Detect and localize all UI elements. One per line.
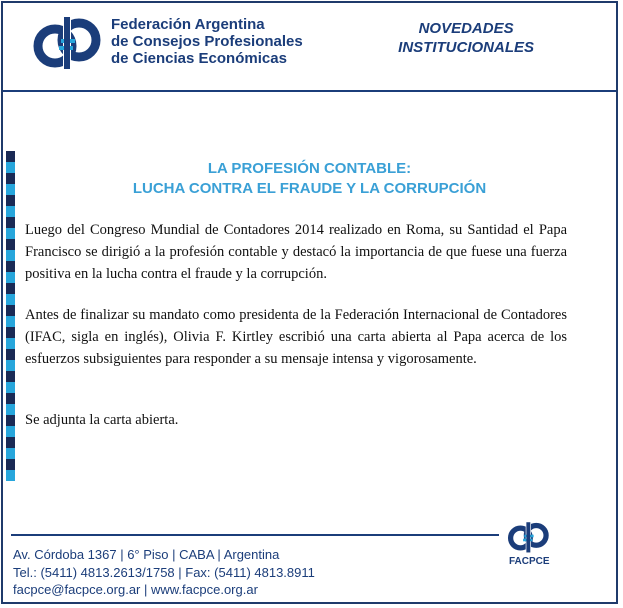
article-title-line1: LA PROFESIÓN CONTABLE: (207, 160, 412, 177)
article-paragraph-1: Luego del Congreso Mundial de Contadores 2014 realizado en Roma, su Santidad el Papa Francisco se dirigió a la profesión contable y destacó la importancia de que fuese una fuerza positiva en la lucha contra el fraude y la corrupción. (25, 222, 567, 282)
footer-brand: FACPCE (509, 556, 550, 567)
footer-address: Av. Córdoba 1367 | 6° Piso | CABA | Argentina (13, 547, 280, 562)
article-paragraph-3: Se adjunta la carta abierta. (25, 412, 179, 428)
facpce-footer-logo-icon (506, 515, 552, 561)
document-frame (1, 1, 618, 604)
footer-contact-links[interactable]: facpce@facpce.org.ar | www.facpce.org.ar (13, 582, 258, 597)
header-divider (3, 90, 616, 92)
header (3, 3, 616, 93)
article-paragraph-2: Antes de finalizar su mandato como presidenta de la Federación Internacional de Contadores (IFAC, sigla en inglés), Olivia F. Kirtley escribió una carta abierta al Papa acerca de los esfuerzos subsiguientes para responder a su mensaje intensa y vigorosamente. (25, 307, 567, 367)
section-label-line2: INSTITUCIONALES (398, 39, 534, 56)
organization-name (111, 16, 303, 67)
fcpce-logo-icon (33, 13, 103, 73)
article-title-line2: LUCHA CONTRA EL FRAUDE Y LA CORRUPCIÓN (132, 180, 487, 197)
article-title (3, 159, 616, 199)
org-name-line1: Federación Argentina (111, 16, 265, 33)
footer-phones: Tel.: (5411) 4813.2613/1758 | Fax: (5411) 4813.8911 (13, 564, 315, 580)
footer-divider (11, 534, 499, 536)
org-name-line2: de Consejos Profesionales (111, 33, 303, 50)
section-label (398, 19, 534, 57)
org-name-line3: de Ciencias Económicas (111, 50, 287, 67)
footer-contact-block (13, 546, 315, 599)
decorative-side-bar (6, 151, 15, 481)
section-label-line1: NOVEDADES (418, 20, 514, 37)
